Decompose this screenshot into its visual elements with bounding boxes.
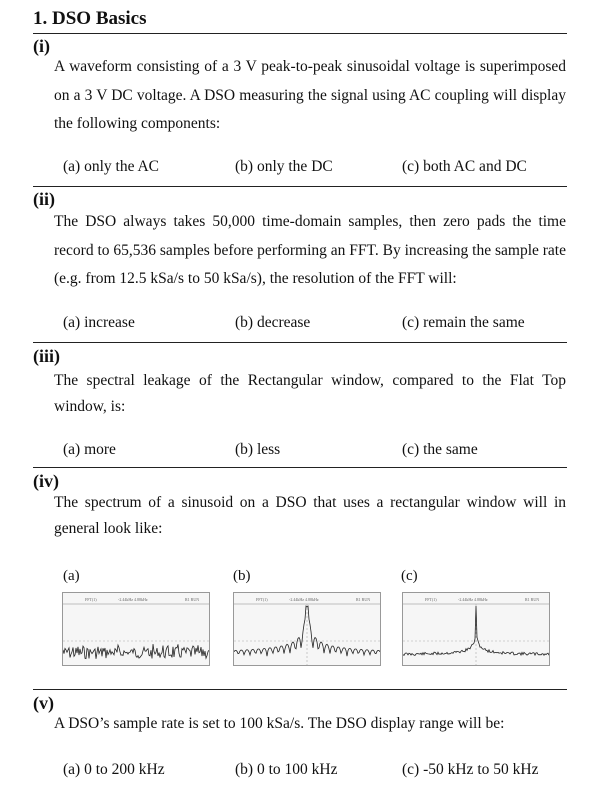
option-a[interactable]: (a) — [63, 568, 80, 584]
option-b[interactable]: (b) only the DC — [235, 158, 333, 175]
question-number: (iii) — [33, 346, 60, 366]
question-text: A DSO’s sample rate is set to 100 kSa/s. The DSO display range will be: — [54, 715, 505, 732]
divider — [33, 342, 567, 343]
option-a[interactable]: (a) only the AC — [63, 158, 159, 175]
spectrum-trace-a — [63, 644, 209, 659]
option-a[interactable]: (a) 0 to 200 kHz — [63, 761, 165, 778]
spectrum-trace-c — [403, 606, 549, 655]
question-text: The spectrum of a sinusoid on a DSO that uses a rectangular window will in general look like: — [54, 494, 566, 537]
svg-text:-2.44kHz 4.88kHz: -2.44kHz 4.88kHz — [289, 597, 319, 602]
divider — [33, 689, 567, 690]
option-a[interactable]: (a) more — [63, 441, 116, 458]
svg-text:R1 RUN: R1 RUN — [525, 597, 540, 602]
option-c[interactable]: (c) remain the same — [402, 314, 525, 331]
svg-text:R1 RUN: R1 RUN — [356, 597, 371, 602]
option-b[interactable]: (b) — [233, 568, 251, 584]
spectrum-plot-c-svg — [403, 593, 549, 665]
option-c[interactable]: (c) -50 kHz to 50 kHz — [402, 761, 539, 778]
question-number: (iv) — [33, 471, 59, 491]
question-text: The DSO always takes 50,000 time-domain samples, then zero pads the time record to 65,536 samples before performing an FFT. By increasing the sample rate (e.g. from 12.5 kSa/s to 50 kSa/s), the resolution of the FFT will: — [54, 213, 566, 287]
svg-text:-2.44kHz 4.88kHz: -2.44kHz 4.88kHz — [118, 597, 148, 602]
question-number: (v) — [33, 693, 54, 713]
option-c[interactable]: (c) — [401, 568, 418, 584]
spectrum-plot-b[interactable] — [233, 592, 381, 666]
spectrum-plot-a-svg — [63, 593, 209, 665]
question-text: The spectral leakage of the Rectangular window, compared to the Flat Top window, is: — [54, 372, 566, 415]
section-title: 1. DSO Basics — [33, 8, 147, 29]
option-c[interactable]: (c) both AC and DC — [402, 158, 527, 175]
svg-text:R1 RUN: R1 RUN — [185, 597, 200, 602]
option-b[interactable]: (b) 0 to 100 kHz — [235, 761, 338, 778]
svg-text:FFT(1): FFT(1) — [85, 597, 97, 602]
svg-text:FFT(1): FFT(1) — [425, 597, 437, 602]
spectrum-plot-b-svg — [234, 593, 380, 665]
option-a[interactable]: (a) increase — [63, 314, 135, 331]
spectrum-plot-c[interactable] — [402, 592, 550, 666]
option-b[interactable]: (b) decrease — [235, 314, 311, 331]
question-number: (ii) — [33, 189, 55, 209]
spectrum-plot-a[interactable] — [62, 592, 210, 666]
divider — [33, 467, 567, 468]
svg-text:FFT(1): FFT(1) — [256, 597, 268, 602]
option-b[interactable]: (b) less — [235, 441, 281, 458]
svg-text:-2.44kHz 4.88kHz: -2.44kHz 4.88kHz — [458, 597, 488, 602]
divider — [33, 186, 567, 187]
divider — [33, 33, 567, 34]
question-number: (i) — [33, 36, 50, 56]
question-text: A waveform consisting of a 3 V peak-to-peak sinusoidal voltage is superimposed on a 3 V DC voltage. A DSO measuring the signal using AC coupling will display the following components: — [54, 58, 566, 132]
option-c[interactable]: (c) the same — [402, 441, 478, 458]
